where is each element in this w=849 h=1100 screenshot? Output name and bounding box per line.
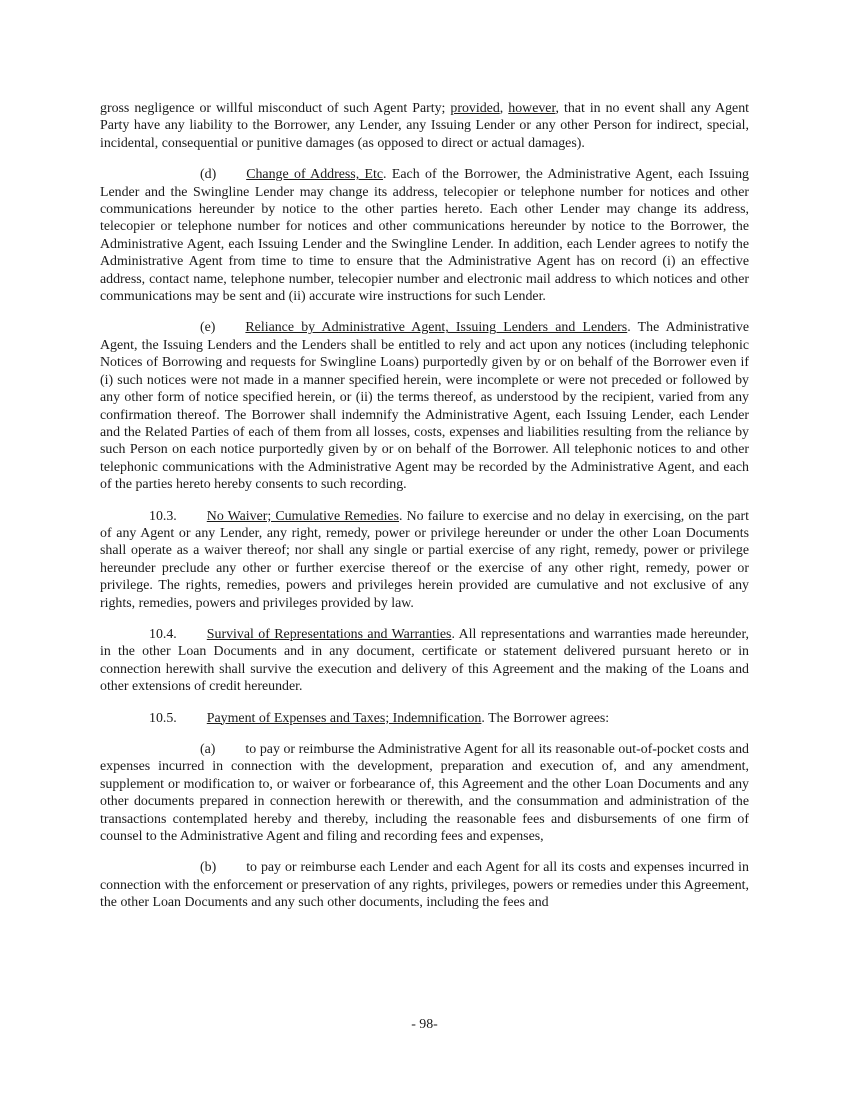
- clause-e: [100, 319, 749, 493]
- provided-term: provided: [450, 101, 500, 116]
- section-10-5: [100, 710, 749, 727]
- clause-body: . The Administrative Agent, the Issuing Lenders and the Lenders shall be entitled to rely and act upon any notices (including telephonic Notices of Borrowing and requests for Swingline Loans) purportedly given by or on behalf of the Borrower even if (i) such notices were not made in a manner specified herein, were incomplete or were not preceded or followed by any other form of notice specified herein, or (ii) the terms thereof, as understood by the recipient, varied from any confirmation thereof. The Borrower shall indemnify the Administrative Agent, each Issuing Lender, each Lender and the Related Parties of each of them from all losses, costs, expenses and liabilities resulting from the reliance by such Person on each notice purportedly given by or on behalf of the Borrower. All telephonic notices to and other telephonic communications with the Administrative Agent may be recorded by the Administrative Agent, and each of the parties hereto hereby consents to such recording.: [100, 320, 750, 493]
- clause-body: . Each of the Borrower, the Administrative Agent, each Issuing Lender and the Swingline Lender may change its address, telecopier or telephone number for notices and other communications hereunder by notice to the other parties hereto. Each other Lender may change its address, telecopier or telephone number for notices and other communications hereunder by notice to the Borrower, the Administrative Agent, each Issuing Lender and the Swingline Lender. In addition, each Lender agrees to notify the Administrative Agent from time to time to ensure that the Administrative Agent has on record (i) an effective address, contact name, telephone number, telecopier number and electronic mail address to which notices and other communications may be sent and (ii) accurate wire instructions for such Lender.: [100, 167, 749, 305]
- section-heading: No Waiver; Cumulative Remedies: [206, 508, 400, 524]
- section-10-4: [100, 626, 749, 696]
- clause-number: (d): [200, 167, 217, 183]
- document-page: [100, 100, 749, 926]
- section-10-3: [100, 508, 749, 612]
- clause-a: [100, 741, 749, 845]
- section-number: 10.5.: [149, 710, 177, 726]
- text: ,: [499, 101, 509, 116]
- section-body: . All representations and warranties made hereunder, in the other Loan Documents and in any document, certificate or statement delivered pursuant hereto or in connection herewith shall survive the execution and delivery of this Agreement and the making of the Loans and other extensions of credit hereunder.: [100, 626, 749, 695]
- clause-number: (b): [200, 860, 217, 876]
- page-number: - 98-: [411, 1017, 438, 1032]
- clause-heading: Change of Address, Etc: [246, 167, 384, 183]
- however-term: however: [508, 101, 556, 116]
- section-heading: Payment of Expenses and Taxes; Indemnification: [206, 710, 482, 726]
- section-number: 10.3.: [149, 508, 177, 524]
- clause-b: [100, 859, 749, 911]
- section-body: . No failure to exercise and no delay in exercising, on the part of any Agent or any Lender, any right, remedy, power or privilege hereunder or under the other Loan Documents shall operate as a waiver thereof; nor shall any single or partial exercise of any right, remedy, power or privilege hereunder preclude any other or further exercise thereof or the exercise of any other right, remedy, power or privilege. The rights, remedies, powers and privileges herein provided are cumulative and not exclusive of any rights, remedies, powers and privileges provided by law.: [100, 508, 750, 611]
- clause-number: (a): [200, 742, 216, 757]
- section-number: 10.4.: [149, 626, 177, 642]
- text: , that in no event shall any Agent Party have any liability to the Borrower, any Lender, any Issuing Lender or any other Person for indirect, special, incidental, consequential or punitive damages (as opposed to direct or actual damages).: [100, 101, 749, 151]
- paragraph-continuation: [100, 100, 749, 152]
- clause-heading: Reliance by Administrative Agent, Issuing Lenders and Lenders: [245, 320, 628, 336]
- section-heading: Survival of Representations and Warranties: [206, 626, 452, 642]
- clause-d: [100, 166, 749, 305]
- clause-body: to pay or reimburse the Administrative Agent for all its reasonable out-of-pocket costs and expenses incurred in connection with the development, preparation and execution of, and any amendment, supplement or modification to, or waiver or forbearance of, this Agreement and the other Loan Documents and any other documents prepared in connection herewith or therewith, and the consummation and administration of the transactions contemplated hereby and thereby, including the reasonable fees and disbursements of one firm of counsel to the Administrative Agent and filing and recording fees and expenses,: [100, 742, 749, 845]
- section-body: . The Borrower agrees:: [481, 710, 610, 726]
- text: gross negligence or willful misconduct of such Agent Party;: [100, 101, 451, 116]
- clause-body: to pay or reimburse each Lender and each Agent for all its costs and expenses incurred in connection with the enforcement or preservation of any rights, privileges, powers or remedies under this Agreement, the other Loan Documents and any such other documents, including the fees and: [100, 860, 749, 911]
- clause-number: (e): [200, 320, 216, 336]
